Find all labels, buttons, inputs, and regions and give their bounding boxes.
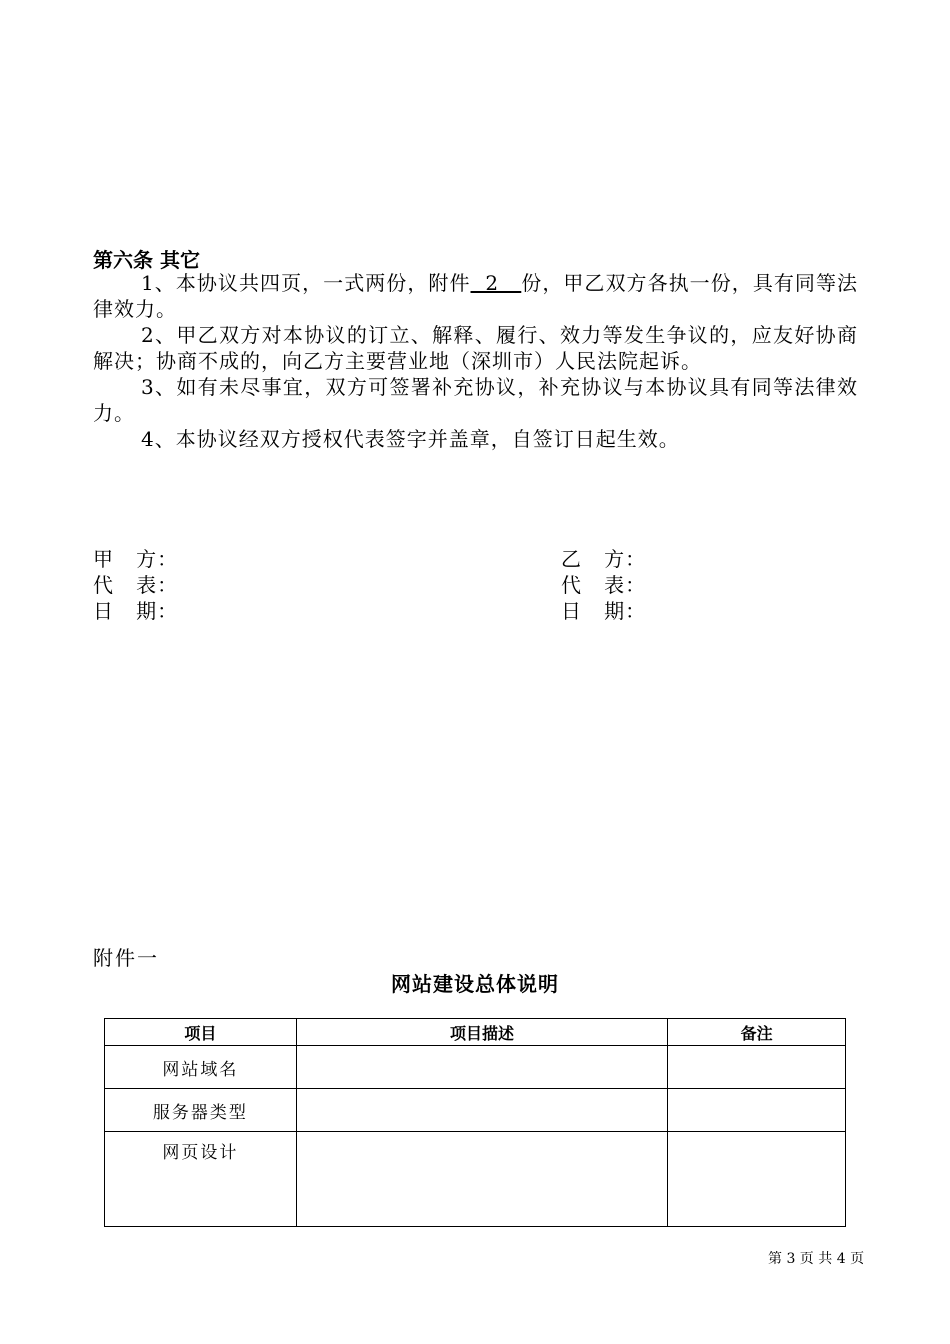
party-b-rep-label: 代 表： (561, 573, 647, 597)
signature-block-party-a (93, 546, 178, 624)
row-desc-design[interactable] (296, 1132, 667, 1227)
clause-4: 4、本协议经双方授权代表签字并盖章，自签订日起生效。 (141, 427, 680, 451)
annex-count-blank: 2 (470, 271, 522, 295)
signature-block-party-b (561, 546, 646, 624)
annex-label: 附件一 (93, 946, 159, 970)
header-description: 项目描述 (296, 1019, 667, 1046)
row-desc-server[interactable] (296, 1089, 667, 1132)
row-desc-domain[interactable] (296, 1046, 667, 1089)
clause-3: 3、如有未尽事宜，双方可签署补充协议，补充协议与本协议具有同等法律效力。 (93, 375, 858, 425)
table-header-row (105, 1019, 846, 1046)
clause-1 (93, 270, 858, 322)
clause-list (93, 270, 858, 452)
party-a-rep-label: 代 表： (93, 573, 179, 597)
table-row (105, 1046, 846, 1089)
annex-title: 网站建设总体说明 (391, 972, 559, 996)
clause-1-text-end: 份，甲乙双方各执一份，具有同等法律效力。 (93, 271, 859, 321)
header-item: 项目 (105, 1019, 297, 1046)
table-row (105, 1089, 846, 1132)
table-row (105, 1132, 846, 1227)
party-a-label: 甲 方： (93, 547, 179, 571)
row-item-server: 服务器类型 (105, 1089, 297, 1132)
row-item-design: 网页设计 (105, 1132, 297, 1227)
party-b-date-label: 日 期： (561, 599, 647, 623)
party-b-label: 乙 方： (561, 547, 647, 571)
page-footer: 第 3 页 共 4 页 (768, 1251, 865, 1267)
header-note: 备注 (668, 1019, 846, 1046)
row-item-domain: 网站域名 (105, 1046, 297, 1089)
article-title: 第六条 其它 (93, 248, 200, 272)
clause-2: 2、甲乙双方对本协议的订立、解释、履行、效力等发生争议的，应友好协商解决；协商不成的，向乙方主要营业地（深圳市）人民法院起诉。 (93, 323, 858, 373)
row-note-domain[interactable] (668, 1046, 846, 1089)
row-note-server[interactable] (668, 1089, 846, 1132)
website-spec-table (104, 1018, 846, 1227)
party-a-date-label: 日 期： (93, 599, 179, 623)
clause-1-text-start: 1、本协议共四页，一式两份，附件 (141, 271, 471, 295)
row-note-design[interactable] (668, 1132, 846, 1227)
